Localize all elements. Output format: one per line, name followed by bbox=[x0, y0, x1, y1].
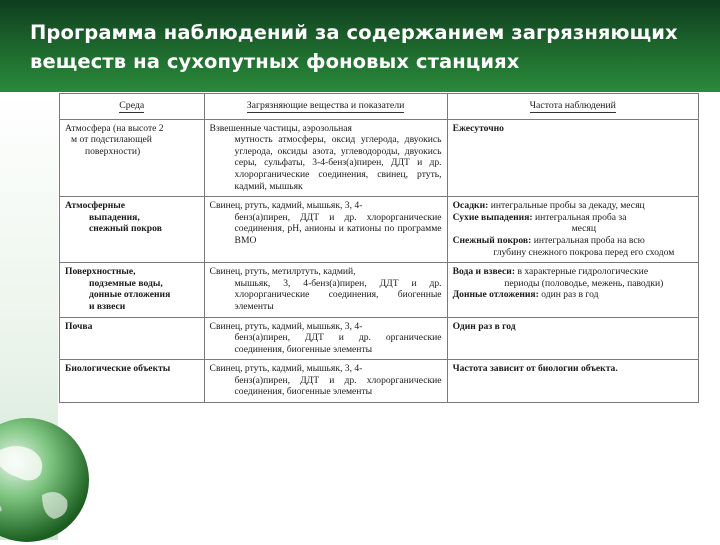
observation-table bbox=[59, 93, 699, 403]
table-row bbox=[60, 317, 699, 360]
cell-medium: Биологические объекты bbox=[60, 360, 205, 403]
cell-pollutants: Свинец, ртуть, кадмий, мышьяк, 3, 4- бенз(а)пирен, ДДТ и др. хлорорганические соединения, pH, анионы и катионы по программе ВМО bbox=[204, 197, 447, 263]
cell-pollutants: Свинец, ртуть, кадмий, мышьяк, 3, 4- бенз(а)пирен, ДДТ и др. хлорорганические соединения, биогенные элементы bbox=[204, 360, 447, 403]
cell-medium: Поверхностные, подземные воды, донные отложения и взвеси bbox=[60, 263, 205, 317]
cell-pollutants: Свинец, ртуть, кадмий, мышьяк, 3, 4- бенз(а)пирен, ДДТ и др. органические соединения, биогенные элементы bbox=[204, 317, 447, 360]
globe-icon bbox=[0, 415, 92, 545]
header-medium: Среда bbox=[60, 94, 205, 120]
table-header-row bbox=[60, 94, 699, 120]
cell-frequency: Частота зависит от биологии объекта. bbox=[447, 360, 698, 403]
table-row bbox=[60, 197, 699, 263]
cell-medium: Атмосферные выпадения, снежный покров bbox=[60, 197, 205, 263]
cell-medium: Почва bbox=[60, 317, 205, 360]
slide-title-line1: Программа наблюдений за содержанием загрязняющих bbox=[30, 21, 678, 44]
header-frequency: Частота наблюдений bbox=[447, 94, 698, 120]
cell-pollutants: Взвешенные частицы, аэрозольная мутность атмосферы, оксид углерода, двуокись углерода, оксиды азота, углеводороды, двуокись серы, сульфаты, 3-4-бенз(а)пирен, ДДТ и др. хлорорганические соединения, свинец, ртуть, кадмий, мышьяк bbox=[204, 119, 447, 197]
cell-frequency: Вода и взвеси: в характерные гидрологические периоды (половодье, межень, паводки) Донные отложения: один раз в год bbox=[447, 263, 698, 317]
slide-title-line2: веществ на сухопутных фоновых станциях bbox=[30, 50, 520, 73]
cell-medium: Атмосфера (на высоте 2 м от подстилающей поверхности) bbox=[60, 119, 205, 197]
cell-frequency: Ежесуточно bbox=[447, 119, 698, 197]
cell-frequency: Один раз в год bbox=[447, 317, 698, 360]
slide-title bbox=[30, 18, 690, 76]
table-row bbox=[60, 263, 699, 317]
cell-frequency: Осадки: интегральные пробы за декаду, месяц Сухие выпадения: интегральная проба за месяц Снежный покров: интегральная проба на всю глубину снежного покрова перед его сходом bbox=[447, 197, 698, 263]
header-pollutants: Загрязняющие вещества и показатели bbox=[204, 94, 447, 120]
table-row bbox=[60, 119, 699, 197]
table-row bbox=[60, 360, 699, 403]
cell-pollutants: Свинец, ртуть, метилртуть, кадмий, мышьяк, 3, 4-бенз(а)пирен, ДДТ и др. хлорорганические соединения, биогенные элементы bbox=[204, 263, 447, 317]
